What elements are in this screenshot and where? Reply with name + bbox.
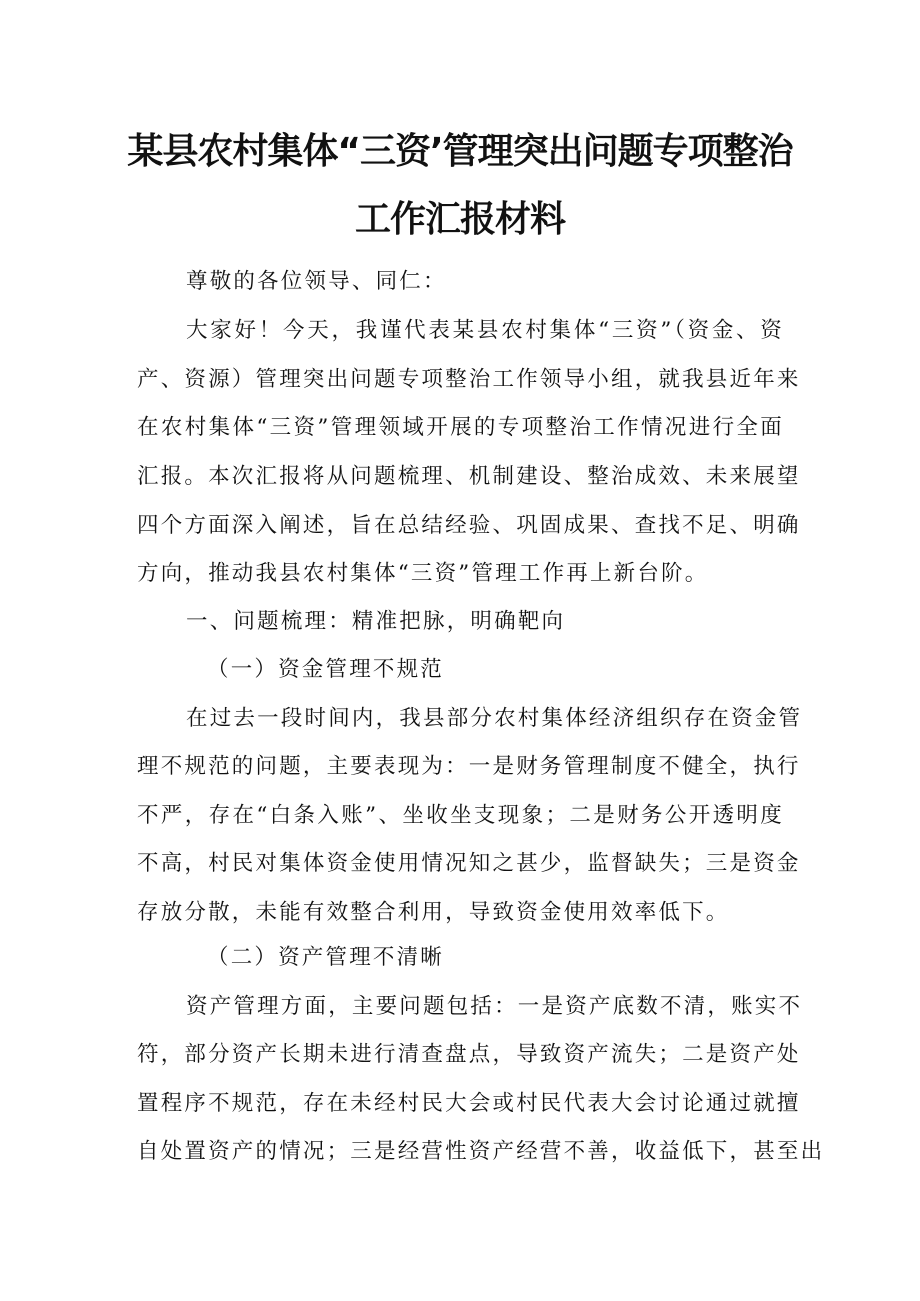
sub1-line-2: 理不规范的问题，主要表现为：一是财务管理制度不健全，执行	[137, 754, 801, 779]
sub2-line-3: 置程序不规范，存在未经村民大会或村民代表大会讨论通过就擅	[137, 1091, 801, 1116]
salutation: 尊敬的各位领导、同仁：	[186, 269, 447, 294]
sub1-line-3: 不严，存在“白条入账”、坐收坐支现象；二是财务公开透明度	[137, 803, 784, 828]
sub2-line-4: 自处置资产的情况；三是经营性资产经营不善，收益低下，甚至出	[137, 1139, 825, 1164]
sub1-line-4: 不高，村民对集体资金使用情况知之甚少，监督缺失；三是资金	[137, 851, 801, 876]
sub1-line-1: 在过去一段时间内，我县部分农村集体经济组织存在资金管	[186, 706, 803, 731]
subsection-1-heading: （一）资金管理不规范	[207, 657, 445, 682]
intro-line-3: 在农村集体“三资”管理领域开展的专项整治工作情况进行全面	[137, 415, 784, 440]
subsection-2-heading: （二）资产管理不清晰	[207, 945, 445, 970]
sub2-line-2: 符，部分资产长期未进行清查盘点，导致资产流失；二是资产处	[137, 1042, 801, 1067]
document-title-line-1: 某县农村集体“三资’管理突出问题专项整治	[127, 131, 793, 172]
intro-line-2: 产、资源）管理突出问题专项整治工作领导小组，就我县近年来	[137, 367, 801, 392]
intro-line-6: 方向，推动我县农村集体“三资”管理工作再上新台阶。	[137, 561, 709, 586]
sub2-line-1: 资产管理方面，主要问题包括：一是资产底数不清，账实不	[186, 994, 803, 1019]
intro-line-5: 四个方面深入阐述，旨在总结经验、巩固成果、查找不足、明确	[137, 513, 801, 538]
sub1-line-5: 存放分散，未能有效整合利用，导致资金使用效率低下。	[137, 900, 730, 925]
document-title-line-2: 工作汇报材料	[354, 199, 565, 240]
intro-line-1: 大家好！今天，我谨代表某县农村集体“三资”（资金、资	[186, 318, 784, 343]
intro-line-4: 汇报。本次汇报将从问题梳理、机制建设、整治成效、未来展望	[137, 464, 801, 489]
section-1-heading: 一、问题梳理：精准把脉，明确靶向	[186, 609, 566, 634]
